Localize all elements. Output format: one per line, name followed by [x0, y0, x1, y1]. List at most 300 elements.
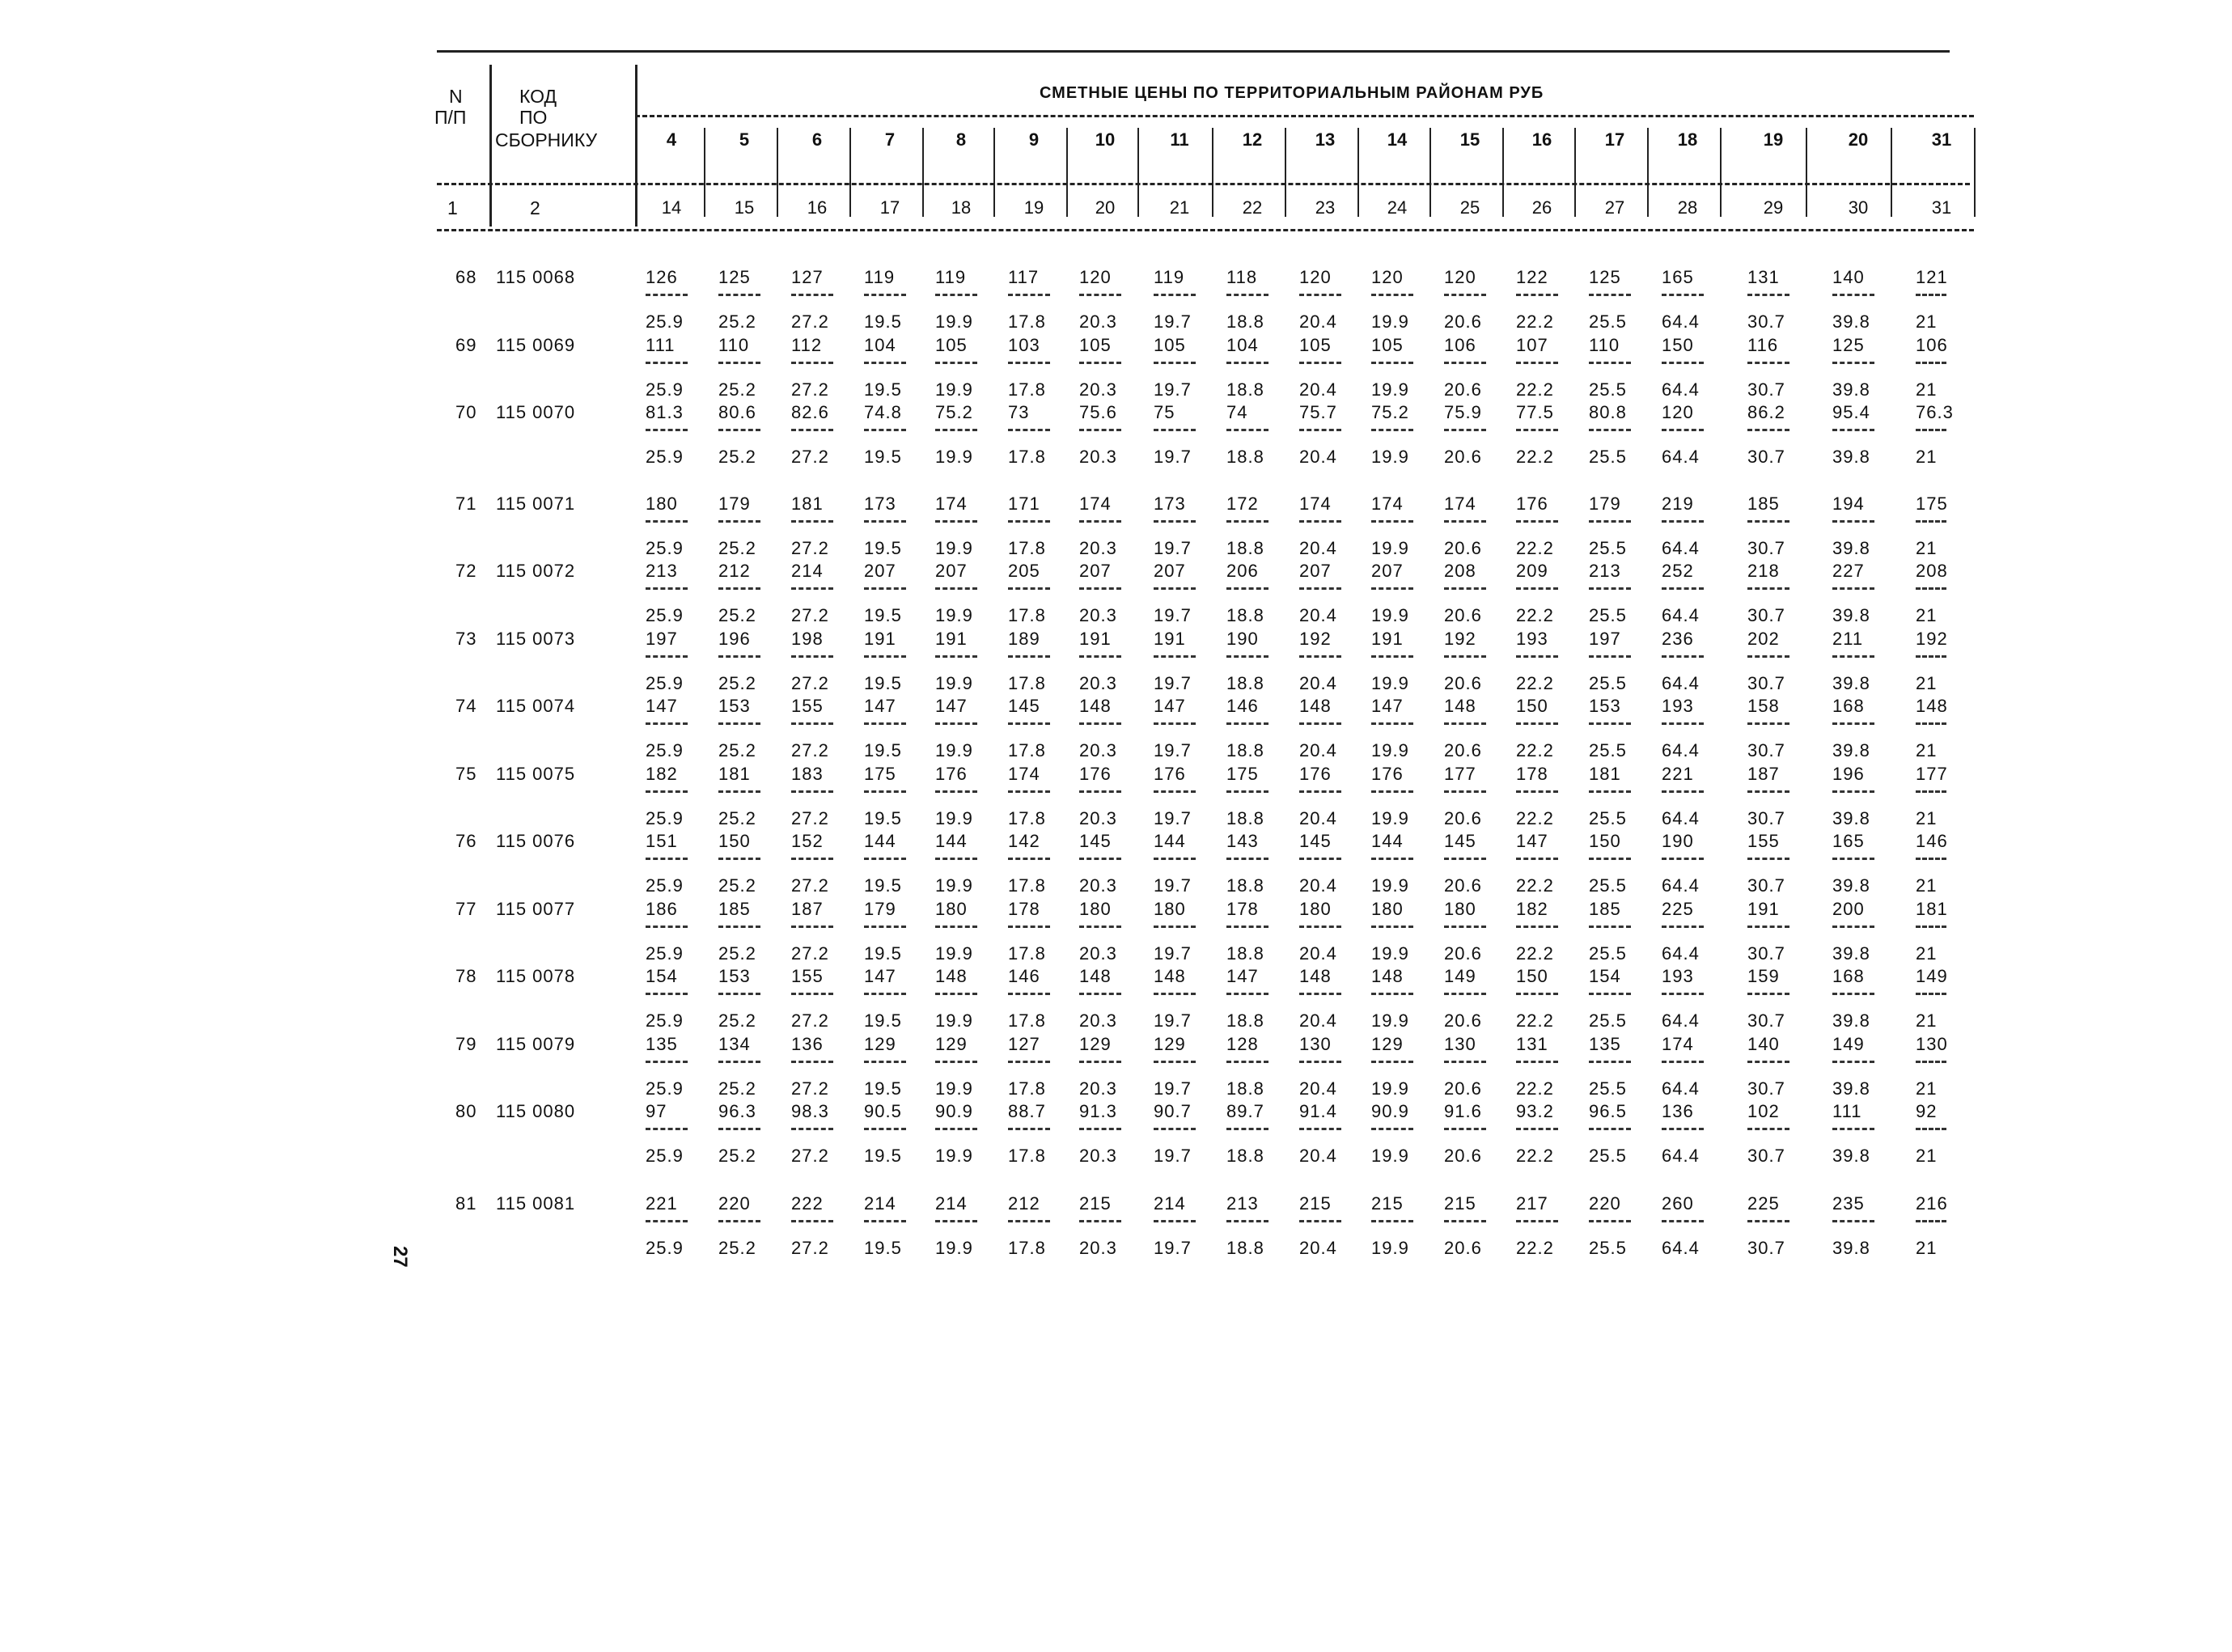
- fraction-line: [1662, 294, 1704, 296]
- wage-value: 25.5: [1589, 379, 1627, 400]
- price-value: 155: [1747, 831, 1780, 851]
- price-value: 179: [864, 898, 896, 919]
- fraction-line: [1832, 1128, 1874, 1130]
- price-value: 105: [1299, 334, 1332, 355]
- wage-value: 27.2: [791, 1078, 829, 1099]
- price-value: 146: [1226, 696, 1259, 716]
- price-value: 111: [646, 334, 676, 355]
- wage-value: 25.2: [718, 311, 756, 332]
- price-value: 93.2: [1516, 1101, 1554, 1121]
- fraction-line: [1832, 1220, 1874, 1222]
- price-value: 225: [1747, 1192, 1780, 1214]
- wage-value: 17.8: [1008, 1010, 1046, 1031]
- fraction-line: [1008, 858, 1050, 860]
- wage-value: 19.9: [1371, 1010, 1409, 1031]
- wage-value: 19.7: [1154, 740, 1192, 760]
- wage-value: 20.3: [1079, 1010, 1117, 1031]
- wage-value: 21: [1916, 1146, 1938, 1166]
- fraction-line: [1079, 993, 1121, 995]
- price-value: 174: [1299, 493, 1332, 514]
- wage-value: 25.2: [718, 740, 756, 760]
- fraction-line: [1662, 790, 1704, 793]
- fraction-line: [1079, 587, 1121, 590]
- wage-value: 20.3: [1079, 379, 1117, 400]
- wage-value: 19.7: [1154, 537, 1192, 558]
- header-divider-1: [489, 65, 492, 227]
- fraction-line: [1444, 858, 1486, 860]
- wage-value: 25.9: [646, 672, 684, 693]
- wage-value: 20.3: [1079, 1078, 1117, 1099]
- fraction-line: [1444, 1128, 1486, 1130]
- row-code: 115 0075: [496, 763, 576, 784]
- region-number: 11: [1170, 129, 1189, 150]
- price-value: 225: [1662, 898, 1694, 919]
- wage-value: 18.8: [1226, 672, 1264, 693]
- fraction-line: [864, 520, 906, 523]
- wage-value: 20.3: [1079, 740, 1117, 760]
- fraction-line: [718, 429, 760, 431]
- fraction-line: [646, 362, 688, 364]
- fraction-line: [1832, 790, 1874, 793]
- fraction-line: [1589, 362, 1631, 364]
- fraction-line: [1832, 722, 1874, 725]
- wage-value: 17.8: [1008, 740, 1046, 760]
- wage-value: 39.8: [1832, 942, 1870, 964]
- wage-value: 17.8: [1008, 942, 1046, 964]
- row-code: 115 0081: [496, 1192, 576, 1214]
- fraction-line: [1589, 1128, 1631, 1130]
- wage-value: 21: [1916, 447, 1938, 467]
- wage-value: 27.2: [791, 1237, 829, 1258]
- row-code: 115 0080: [496, 1101, 576, 1121]
- wage-value: 19.5: [864, 537, 902, 558]
- fraction-line: [1916, 993, 1946, 995]
- price-value: 181: [1589, 763, 1621, 784]
- price-value: 148: [935, 966, 968, 986]
- fraction-line: [1747, 722, 1789, 725]
- fraction-line: [1589, 1220, 1631, 1222]
- wage-value: 22.2: [1516, 1010, 1554, 1031]
- price-value: 192: [1916, 628, 1948, 649]
- price-value: 80.6: [718, 402, 756, 422]
- fraction-line: [864, 429, 906, 431]
- fraction-line: [1832, 362, 1874, 364]
- wage-value: 22.2: [1516, 379, 1554, 400]
- wage-value: 19.7: [1154, 447, 1192, 467]
- price-value: 150: [1589, 831, 1621, 851]
- wage-value: 20.3: [1079, 311, 1117, 332]
- fraction-line: [1154, 722, 1196, 725]
- price-value: 180: [1299, 898, 1332, 919]
- fraction-line: [1516, 722, 1558, 725]
- price-value: 173: [1154, 493, 1186, 514]
- fraction-line: [646, 1220, 688, 1222]
- fraction-line: [1226, 790, 1268, 793]
- price-value: 180: [646, 493, 678, 514]
- fraction-line: [1371, 520, 1413, 523]
- wage-value: 19.9: [1371, 1237, 1409, 1258]
- fraction-line: [1832, 993, 1874, 995]
- price-value: 193: [1662, 966, 1694, 986]
- fraction-line: [864, 858, 906, 860]
- wage-value: 25.5: [1589, 740, 1627, 760]
- wage-value: 19.9: [935, 875, 973, 896]
- price-value: 217: [1516, 1192, 1548, 1214]
- header-column-divider: [922, 128, 924, 217]
- price-value: 212: [1008, 1192, 1040, 1214]
- price-value: 88.7: [1008, 1101, 1046, 1121]
- price-value: 176: [1371, 763, 1404, 784]
- fraction-line: [1589, 587, 1631, 590]
- wage-value: 20.3: [1079, 1146, 1117, 1166]
- region-number: 31: [1931, 129, 1952, 150]
- header-column-divider: [1974, 128, 1976, 217]
- wage-value: 19.9: [1371, 447, 1409, 467]
- fraction-line: [1516, 1220, 1558, 1222]
- wage-value: 27.2: [791, 605, 829, 625]
- wage-value: 19.5: [864, 740, 902, 760]
- fraction-line: [1832, 587, 1874, 590]
- price-value: 131: [1516, 1033, 1548, 1054]
- price-value: 118: [1226, 267, 1258, 287]
- fraction-line: [1079, 790, 1121, 793]
- fraction-line: [1832, 429, 1874, 431]
- wage-value: 18.8: [1226, 807, 1264, 828]
- wage-value: 64.4: [1662, 942, 1700, 964]
- price-value: 177: [1444, 763, 1476, 784]
- fraction-line: [1444, 362, 1486, 364]
- region-number: 13: [1315, 129, 1336, 150]
- row-code: 115 0070: [496, 402, 576, 422]
- page-title: СМЕТНЫЕ ЦЕНЫ ПО ТЕРРИТОРИАЛЬНЫМ РАЙОНАМ РУБ: [1040, 84, 1544, 102]
- wage-value: 19.7: [1154, 942, 1192, 964]
- wage-value: 21: [1916, 807, 1938, 828]
- region-number: 14: [1387, 129, 1408, 150]
- index-number: 21: [1169, 197, 1190, 218]
- price-value: 106: [1444, 334, 1476, 355]
- wage-value: 21: [1916, 311, 1938, 332]
- index-number: 31: [1931, 197, 1952, 218]
- fraction-line: [791, 1128, 833, 1130]
- wage-value: 18.8: [1226, 1237, 1264, 1258]
- index-number: 18: [951, 197, 972, 218]
- price-value: 180: [1079, 898, 1112, 919]
- price-value: 190: [1226, 628, 1259, 649]
- fraction-line: [1916, 294, 1946, 296]
- price-value: 144: [1154, 831, 1186, 851]
- wage-value: 20.4: [1299, 605, 1337, 625]
- price-value: 202: [1747, 628, 1780, 649]
- fraction-line: [1444, 1061, 1486, 1063]
- fraction-line: [1747, 520, 1789, 523]
- price-value: 148: [1371, 966, 1404, 986]
- wage-value: 30.7: [1747, 1078, 1785, 1099]
- header-column-divider: [777, 128, 778, 217]
- region-number: 10: [1095, 129, 1116, 150]
- wage-value: 25.5: [1589, 311, 1627, 332]
- header-column-divider: [1285, 128, 1286, 217]
- region-number: 20: [1848, 129, 1869, 150]
- fraction-line: [646, 294, 688, 296]
- wage-value: 39.8: [1832, 672, 1870, 693]
- fraction-line: [1444, 520, 1486, 523]
- price-value: 211: [1832, 628, 1864, 649]
- row-number: 68: [455, 267, 477, 287]
- fraction-line: [1589, 858, 1631, 860]
- header-column-divider: [704, 128, 705, 217]
- wage-value: 19.9: [1371, 875, 1409, 896]
- price-value: 153: [718, 966, 751, 986]
- index-number: 28: [1677, 197, 1698, 218]
- price-value: 144: [864, 831, 896, 851]
- fraction-line: [791, 858, 833, 860]
- price-value: 97: [646, 1101, 667, 1121]
- wage-value: 19.9: [1371, 1146, 1409, 1166]
- fraction-line: [864, 294, 906, 296]
- wage-value: 19.7: [1154, 1078, 1192, 1099]
- wage-value: 17.8: [1008, 605, 1046, 625]
- price-value: 215: [1079, 1192, 1112, 1214]
- fraction-line: [1008, 587, 1050, 590]
- wage-value: 19.9: [935, 672, 973, 693]
- price-value: 122: [1516, 267, 1548, 287]
- price-value: 176: [935, 763, 968, 784]
- header-column-divider: [1212, 128, 1213, 217]
- wage-value: 19.5: [864, 942, 902, 964]
- price-value: 182: [1516, 898, 1548, 919]
- wage-value: 27.2: [791, 875, 829, 896]
- wage-value: 20.6: [1444, 379, 1482, 400]
- wage-value: 64.4: [1662, 672, 1700, 693]
- region-number: 19: [1763, 129, 1784, 150]
- wage-value: 20.3: [1079, 537, 1117, 558]
- row-number: 73: [455, 628, 477, 649]
- fraction-line: [646, 790, 688, 793]
- wage-value: 17.8: [1008, 1078, 1046, 1099]
- row-number: 71: [455, 493, 477, 514]
- price-value: 74: [1226, 402, 1248, 422]
- wage-value: 20.6: [1444, 311, 1482, 332]
- wage-value: 64.4: [1662, 311, 1700, 332]
- fraction-line: [1008, 520, 1050, 523]
- fraction-line: [1662, 993, 1704, 995]
- wage-value: 19.7: [1154, 875, 1192, 896]
- wage-value: 20.3: [1079, 942, 1117, 964]
- price-value: 209: [1516, 561, 1548, 581]
- fraction-line: [1371, 993, 1413, 995]
- fraction-line: [1226, 858, 1268, 860]
- fraction-line: [1154, 993, 1196, 995]
- fraction-line: [1299, 520, 1341, 523]
- price-value: 119: [864, 267, 896, 287]
- wage-value: 25.5: [1589, 1237, 1627, 1258]
- index-first: 1: [447, 197, 458, 218]
- fraction-line: [1516, 520, 1558, 523]
- fraction-line: [1589, 790, 1631, 793]
- fraction-line: [1444, 1220, 1486, 1222]
- price-value: 175: [1916, 493, 1948, 514]
- price-value: 191: [1079, 628, 1112, 649]
- row-number: 69: [455, 334, 477, 355]
- wage-value: 20.6: [1444, 1010, 1482, 1031]
- fraction-line: [935, 993, 977, 995]
- fraction-line: [1747, 858, 1789, 860]
- region-number: 18: [1677, 129, 1698, 150]
- wage-value: 30.7: [1747, 672, 1785, 693]
- price-value: 191: [864, 628, 896, 649]
- fraction-line: [1516, 858, 1558, 860]
- price-value: 148: [1916, 696, 1948, 716]
- fraction-line: [718, 294, 760, 296]
- price-value: 165: [1662, 267, 1694, 287]
- wage-value: 22.2: [1516, 672, 1554, 693]
- fraction-line: [1747, 655, 1789, 658]
- price-value: 174: [1008, 763, 1040, 784]
- wage-value: 18.8: [1226, 1146, 1264, 1166]
- wage-value: 20.4: [1299, 311, 1337, 332]
- wage-value: 22.2: [1516, 875, 1554, 896]
- wage-value: 21: [1916, 672, 1938, 693]
- row-code: 115 0071: [496, 493, 576, 514]
- fraction-line: [718, 1061, 760, 1063]
- fraction-line: [1662, 722, 1704, 725]
- price-value: 193: [1516, 628, 1548, 649]
- fraction-line: [1444, 926, 1486, 928]
- price-value: 110: [1589, 334, 1620, 355]
- price-value: 158: [1747, 696, 1780, 716]
- fraction-line: [1371, 655, 1413, 658]
- fraction-line: [1589, 429, 1631, 431]
- wage-value: 20.4: [1299, 875, 1337, 896]
- price-value: 196: [1832, 763, 1865, 784]
- fraction-line: [1516, 655, 1558, 658]
- price-value: 221: [1662, 763, 1694, 784]
- fraction-line: [718, 993, 760, 995]
- fraction-line: [1747, 1061, 1789, 1063]
- wage-value: 19.9: [935, 740, 973, 760]
- price-value: 214: [935, 1192, 968, 1214]
- fraction-line: [1916, 858, 1946, 860]
- wage-value: 21: [1916, 875, 1938, 896]
- fraction-line: [1662, 1061, 1704, 1063]
- fraction-line: [864, 587, 906, 590]
- row-code: 115 0077: [496, 898, 576, 919]
- fraction-line: [646, 858, 688, 860]
- fraction-line: [1154, 587, 1196, 590]
- price-value: 111: [1832, 1101, 1862, 1121]
- index-number: 17: [879, 197, 900, 218]
- fraction-line: [1079, 926, 1121, 928]
- fraction-line: [1154, 858, 1196, 860]
- price-value: 207: [864, 561, 896, 581]
- price-value: 135: [1589, 1033, 1621, 1054]
- wage-value: 30.7: [1747, 311, 1785, 332]
- price-value: 147: [1371, 696, 1404, 716]
- price-value: 175: [1226, 763, 1259, 784]
- wage-value: 20.6: [1444, 875, 1482, 896]
- fraction-line: [646, 429, 688, 431]
- wage-value: 19.7: [1154, 379, 1192, 400]
- header-column-divider: [1357, 128, 1359, 217]
- price-value: 120: [1299, 267, 1332, 287]
- wage-value: 20.3: [1079, 1237, 1117, 1258]
- wage-value: 25.9: [646, 807, 684, 828]
- header-column-divider: [1502, 128, 1504, 217]
- price-value: 212: [718, 561, 751, 581]
- wage-value: 18.8: [1226, 447, 1264, 467]
- col-code-label-1: КОД: [519, 86, 557, 107]
- wage-value: 18.8: [1226, 537, 1264, 558]
- fraction-line: [935, 926, 977, 928]
- price-value: 197: [646, 628, 678, 649]
- price-value: 95.4: [1832, 402, 1870, 422]
- header-bottom-rule: [437, 229, 1974, 231]
- price-value: 185: [1747, 493, 1780, 514]
- wage-value: 17.8: [1008, 311, 1046, 332]
- fraction-line: [1662, 520, 1704, 523]
- row-code: 115 0079: [496, 1033, 576, 1054]
- fraction-line: [1662, 587, 1704, 590]
- wage-value: 19.7: [1154, 1010, 1192, 1031]
- wage-value: 39.8: [1832, 311, 1870, 332]
- price-value: 150: [718, 831, 751, 851]
- price-value: 214: [791, 561, 824, 581]
- wage-value: 39.8: [1832, 1146, 1870, 1166]
- fraction-line: [1008, 655, 1050, 658]
- fraction-line: [1226, 722, 1268, 725]
- price-value: 129: [864, 1033, 896, 1054]
- fraction-line: [1662, 655, 1704, 658]
- wage-value: 25.2: [718, 537, 756, 558]
- wage-value: 18.8: [1226, 1010, 1264, 1031]
- fraction-line: [1008, 1220, 1050, 1222]
- fraction-line: [718, 362, 760, 364]
- wage-value: 19.9: [935, 605, 973, 625]
- price-value: 192: [1299, 628, 1332, 649]
- wage-value: 20.3: [1079, 875, 1117, 896]
- fraction-line: [1226, 294, 1268, 296]
- wage-value: 20.6: [1444, 447, 1482, 467]
- fraction-line: [1444, 790, 1486, 793]
- wage-value: 20.4: [1299, 379, 1337, 400]
- fraction-line: [1832, 520, 1874, 523]
- wage-value: 20.3: [1079, 807, 1117, 828]
- fraction-line: [1226, 429, 1268, 431]
- wage-value: 25.9: [646, 447, 684, 467]
- wage-value: 64.4: [1662, 807, 1700, 828]
- price-value: 197: [1589, 628, 1621, 649]
- wage-value: 25.5: [1589, 672, 1627, 693]
- price-value: 235: [1832, 1192, 1865, 1214]
- row-number: 76: [455, 831, 477, 851]
- wage-value: 17.8: [1008, 1237, 1046, 1258]
- fraction-line: [864, 993, 906, 995]
- price-value: 155: [791, 966, 824, 986]
- fraction-line: [1299, 1061, 1341, 1063]
- wage-value: 21: [1916, 1010, 1938, 1031]
- price-value: 181: [718, 763, 751, 784]
- price-value: 207: [1154, 561, 1186, 581]
- wage-value: 20.6: [1444, 1078, 1482, 1099]
- price-value: 149: [1444, 966, 1476, 986]
- price-value: 130: [1299, 1033, 1332, 1054]
- price-value: 75: [1154, 402, 1175, 422]
- wage-value: 64.4: [1662, 1146, 1700, 1166]
- price-value: 180: [1371, 898, 1404, 919]
- price-value: 227: [1832, 561, 1865, 581]
- wage-value: 25.9: [646, 311, 684, 332]
- fraction-line: [791, 1061, 833, 1063]
